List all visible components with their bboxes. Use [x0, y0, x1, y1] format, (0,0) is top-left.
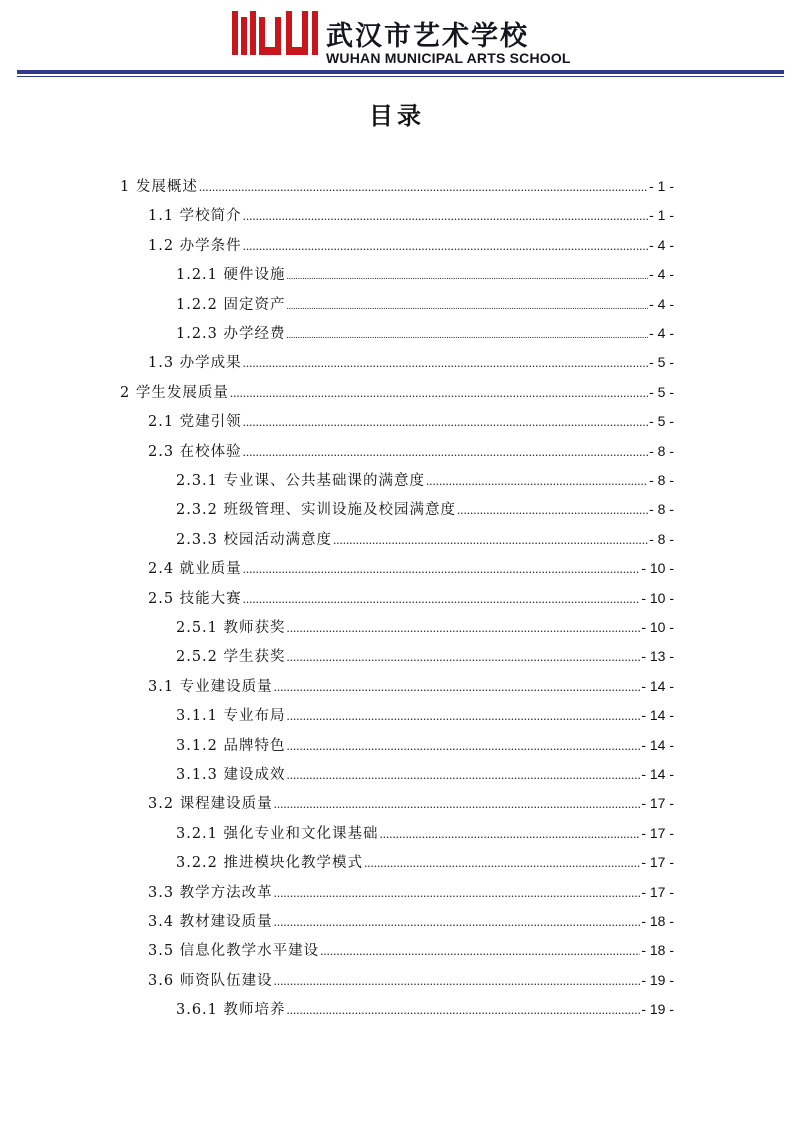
toc-entry[interactable] — [176, 495, 674, 524]
toc-entry-page: - 14 - — [641, 707, 674, 724]
toc-entry[interactable] — [176, 731, 674, 760]
toc-dot-leader — [243, 584, 641, 613]
toc-entry-page: - 4 - — [649, 325, 674, 341]
toc-entry[interactable] — [176, 466, 674, 495]
toc-entry[interactable] — [120, 378, 674, 407]
toc-entry-page: - 17 - — [641, 824, 674, 841]
toc-dot-leader — [287, 613, 641, 642]
toc-dot-leader — [287, 731, 641, 760]
toc-entry-title: 3.4 教材建设质量 — [148, 914, 273, 930]
toc-entry-page: - 4 - — [649, 295, 674, 312]
toc-dot-leader — [243, 554, 641, 583]
toc-entry-page: - 14 - — [641, 677, 674, 694]
toc-entry[interactable] — [176, 819, 674, 848]
toc-dot-leader — [457, 495, 648, 524]
toc-entry-page: - 1 - — [649, 178, 674, 194]
toc-entry-page: - 18 - — [641, 942, 674, 959]
toc-dot-leader — [274, 907, 641, 936]
toc-dot-leader — [230, 378, 648, 407]
toc-entry-page: - 8 - — [649, 501, 674, 518]
toc-entry-page: - 8 - — [649, 530, 674, 547]
toc-entry-title: 2 学生发展质量 — [120, 384, 229, 401]
toc-entry-title: 2.3.1 专业课、公共基础课的满意度 — [176, 473, 426, 489]
toc-entry[interactable] — [148, 348, 674, 377]
toc-entry-page: - 19 - — [641, 971, 674, 988]
school-logo-icon — [232, 11, 318, 65]
toc-dot-leader — [287, 701, 641, 730]
toc-dot-leader — [320, 936, 640, 965]
toc-dot-leader — [287, 995, 641, 1024]
toc-dot-leader — [287, 760, 641, 789]
toc-entry-title: 3.2 课程建设质量 — [148, 796, 273, 813]
toc-entry-page: - 17 - — [641, 854, 674, 871]
toc-entry-page: - 19 - — [641, 1001, 674, 1018]
toc-dot-leader — [274, 789, 641, 818]
toc-entry-page: - 5 - — [649, 383, 674, 400]
toc-entry-page: - 1 - — [649, 207, 674, 224]
toc-entry[interactable] — [176, 319, 674, 348]
toc-entry[interactable] — [176, 995, 674, 1024]
toc-dot-leader — [243, 407, 648, 436]
toc-entry-title: 1.2 办学条件 — [148, 237, 242, 254]
toc-entry-title: 3.5 信息化教学水平建设 — [148, 943, 320, 960]
toc-entry[interactable] — [148, 936, 674, 965]
toc-entry-title: 1.2.2 固定资产 — [176, 296, 286, 313]
toc-entry[interactable] — [148, 407, 674, 436]
toc-entry-page: - 14 - — [641, 766, 674, 782]
toc-dot-leader — [287, 262, 649, 291]
toc-entry-page: - 4 - — [649, 236, 674, 253]
toc-dot-leader — [426, 466, 648, 495]
toc-entry[interactable] — [176, 290, 674, 319]
toc-entry-title: 3.1 专业建设质量 — [148, 678, 273, 695]
toc-dot-leader — [274, 966, 641, 995]
toc-dot-leader — [380, 819, 641, 848]
toc-entry-title: 3.2.1 强化专业和文化课基础 — [176, 825, 379, 842]
toc-entry-page: - 4 - — [649, 266, 674, 283]
toc-entry[interactable] — [176, 848, 674, 877]
toc-dot-leader — [274, 878, 641, 907]
toc-entry-page: - 5 - — [649, 413, 674, 430]
toc-entry[interactable] — [148, 554, 674, 583]
toc-dot-leader — [243, 437, 648, 466]
toc-entry[interactable] — [176, 760, 674, 789]
toc-entry-page: - 13 - — [641, 648, 674, 665]
toc-entry-title: 1.3 办学成果 — [148, 355, 242, 372]
toc-dot-leader — [243, 348, 648, 377]
toc-entry-title: 2.3.3 校园活动满意度 — [176, 531, 333, 548]
toc-entry-title: 1.2.1 硬件设施 — [176, 267, 286, 284]
toc-entry-title: 2.1 党建引领 — [148, 414, 242, 431]
page-header — [0, 0, 794, 82]
toc-entry-title: 2.5 技能大赛 — [148, 590, 242, 607]
toc-dot-leader — [287, 321, 649, 350]
toc-dot-leader — [243, 231, 648, 260]
toc-entry-title: 3.6 师资队伍建设 — [148, 972, 273, 989]
toc-entry[interactable] — [148, 201, 674, 230]
toc-dot-leader — [199, 172, 648, 201]
header-rule-thin — [17, 76, 784, 77]
toc-entry-page: - 17 - — [641, 795, 674, 812]
toc-entry-title: 3.1.3 建设成效 — [176, 767, 286, 783]
toc-entry[interactable] — [120, 172, 674, 201]
toc-entry-page: - 10 - — [641, 589, 674, 606]
toc-entry-title: 2.3 在校体验 — [148, 443, 242, 460]
toc-entry-page: - 5 - — [649, 354, 674, 371]
toc-entry-title: 2.3.2 班级管理、实训设施及校园满意度 — [176, 502, 457, 519]
toc-entry-title: 3.1.1 专业布局 — [176, 708, 286, 725]
toc-entry[interactable] — [148, 966, 674, 995]
toc-dot-leader — [287, 292, 649, 321]
toc-entry-title: 1.2.3 办学经费 — [176, 326, 286, 342]
toc-dot-leader — [287, 642, 641, 671]
toc-entry[interactable] — [148, 584, 674, 613]
toc-entry-title: 3.2.2 推进模块化教学模式 — [176, 855, 364, 872]
toc-entry[interactable] — [148, 907, 674, 936]
toc-entry-page: - 8 - — [649, 442, 674, 459]
toc-entry-page: - 14 - — [641, 736, 674, 753]
toc-entry[interactable] — [176, 260, 674, 289]
header-rule-thick — [17, 70, 784, 74]
toc-dot-leader — [364, 848, 640, 877]
toc-entry-title: 3.1.2 品牌特色 — [176, 737, 286, 754]
toc-entry[interactable] — [176, 525, 674, 554]
toc-entry[interactable] — [148, 672, 674, 701]
toc-entry-title: 3.3 教学方法改革 — [148, 884, 273, 901]
toc-entry-page: - 10 - — [641, 619, 674, 635]
toc-entry[interactable] — [176, 701, 674, 730]
school-name-cn: 武汉市艺术学校 — [326, 21, 529, 52]
toc-entry-page: - 17 - — [641, 883, 674, 900]
toc-entry-title: 2.5.2 学生获奖 — [176, 649, 286, 666]
toc-entry-title: 1 发展概述 — [120, 179, 198, 195]
toc-entry-page: - 18 - — [641, 913, 674, 929]
toc-entry-title: 2.4 就业质量 — [148, 561, 242, 578]
toc-title: 目录 — [369, 102, 425, 130]
toc-entry-title: 1.1 学校简介 — [148, 208, 242, 225]
toc-entry-title: 3.6.1 教师培养 — [176, 1002, 286, 1019]
toc-entry[interactable] — [176, 642, 674, 671]
toc-entry[interactable] — [148, 437, 674, 466]
toc-entry-page: - 8 - — [649, 472, 674, 488]
toc-entry[interactable] — [148, 231, 674, 260]
toc-entry[interactable] — [176, 613, 674, 642]
toc-dot-leader — [333, 525, 648, 554]
toc-entry[interactable] — [148, 789, 674, 818]
school-name-en: WUHAN MUNICIPAL ARTS SCHOOL — [326, 50, 571, 66]
toc-entry[interactable] — [148, 878, 674, 907]
toc-dot-leader — [243, 201, 648, 230]
toc-dot-leader — [274, 672, 641, 701]
toc-entry-page: - 10 - — [641, 560, 674, 577]
toc-entry-title: 2.5.1 教师获奖 — [176, 620, 286, 636]
